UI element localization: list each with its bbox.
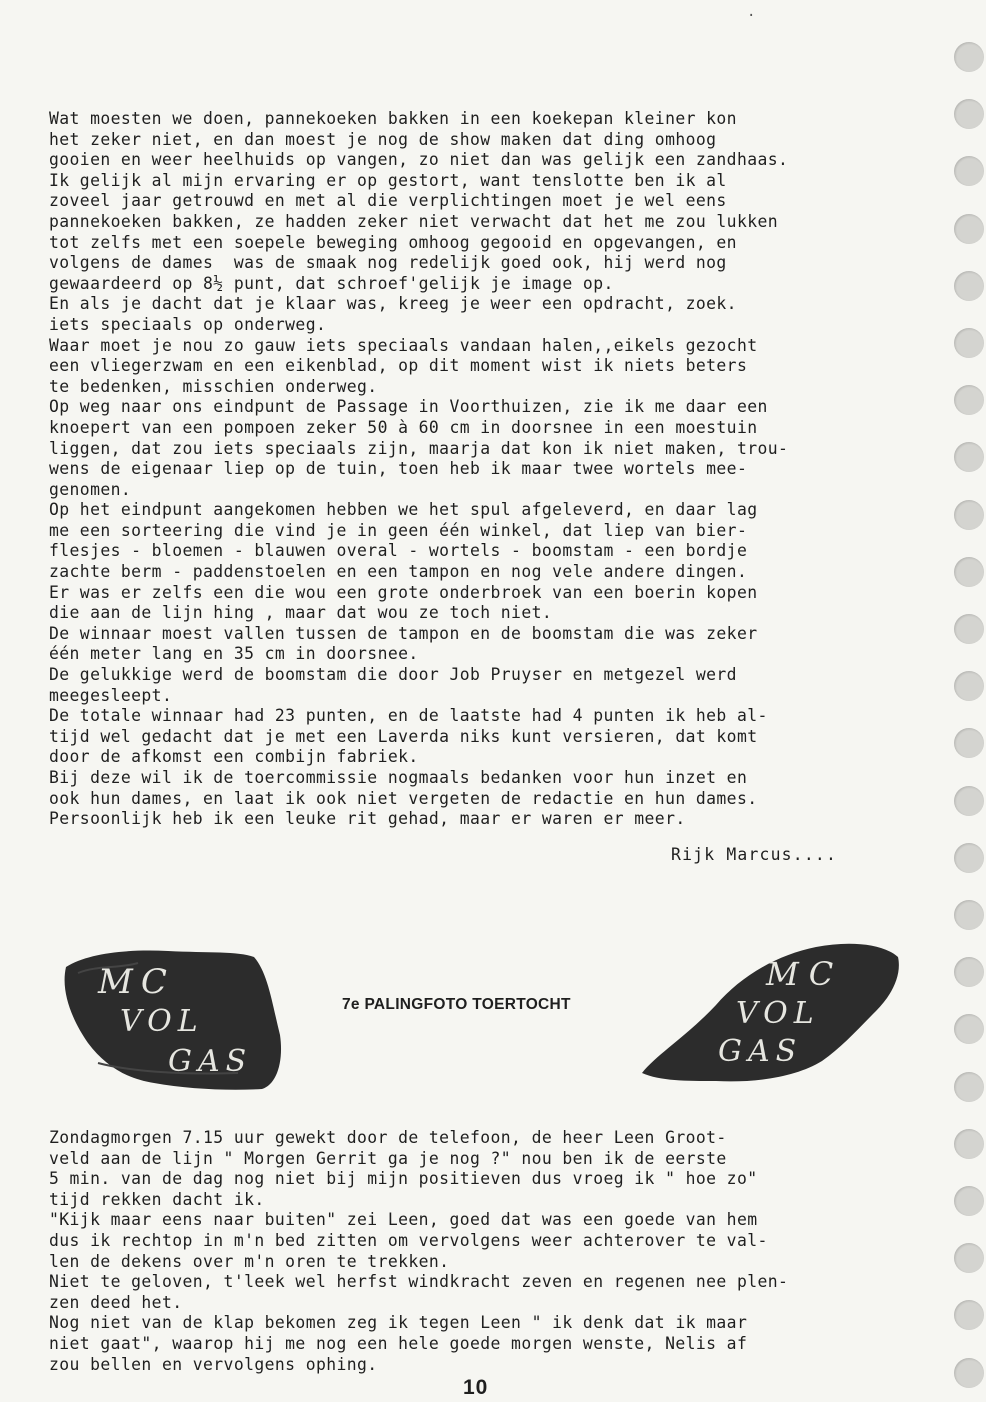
text-line: Niet te geloven, t'leek wel herfst windkracht zeven en regenen nee plen- — [49, 1272, 789, 1292]
text-line: En als je dacht dat je klaar was, kreeg je weer een opdracht, zoek. — [49, 294, 737, 314]
text-line: pannekoeken bakken, ze hadden zeker niet verwacht dat het me zou lukken — [49, 211, 779, 231]
binder-hole — [954, 156, 984, 186]
text-line: iets speciaals op onderweg. — [49, 314, 327, 334]
binder-hole — [954, 1358, 984, 1388]
text-line: Op het eindpunt aangekomen hebben we het spul afgeleverd, en daar lag — [49, 500, 758, 520]
text-line: te bedenken, misschien onderweg. — [49, 376, 378, 396]
binder-hole — [954, 557, 984, 587]
text-line: veld aan de lijn " Morgen Gerrit ga je nog ?" nou ben ik de eerste — [49, 1148, 727, 1168]
page-number: 10 — [463, 1376, 489, 1399]
text-line: De gelukkige werd de boomstam die door Job Pruyser en metgezel werd — [49, 665, 737, 685]
logo-text-gas: GAS — [718, 1034, 803, 1069]
logo-text-vol: VOL — [736, 996, 820, 1031]
binder-hole — [954, 42, 984, 72]
text-line: tijd wel gedacht dat je met een Laverda niks kunt versieren, dat komt — [49, 726, 758, 746]
text-line: 5 min. van de dag nog niet bij mijn positieven dus vroeg ik " hoe zo" — [49, 1169, 758, 1189]
binder-hole — [954, 1129, 984, 1159]
binder-hole — [954, 614, 984, 644]
text-line: Zondagmorgen 7.15 uur gewekt door de telefoon, de heer Leen Groot- — [49, 1128, 727, 1147]
binder-hole — [954, 1072, 984, 1102]
binder-hole — [954, 843, 984, 873]
text-line: wens de eigenaar liep op de tuin, toen heb ik maar twee wortels mee- — [49, 459, 748, 479]
logo-text-gas: GAS — [168, 1044, 253, 1079]
text-line: Ik gelijk al mijn ervaring er op gestort, want tenslotte ben ik al — [49, 170, 727, 190]
text-line: len de dekens over m'n oren te trekken. — [49, 1251, 450, 1271]
text-line: ook hun dames, en laat ik ook niet vergeten de redactie en hun dames. — [49, 788, 758, 808]
text-line: dus ik rechtop in m'n bed zitten om vervolgens weer achterover te val- — [49, 1230, 768, 1250]
text-line: De winnaar moest vallen tussen de tampon en de boomstam die was zeker — [49, 623, 758, 643]
text-line: zen deed het. — [49, 1292, 183, 1312]
binder-hole — [954, 786, 984, 816]
binder-hole — [954, 728, 984, 758]
binder-hole — [954, 328, 984, 358]
logo-text-mc: MC — [766, 955, 844, 993]
article-rit-report — [49, 109, 949, 830]
binder-hole — [954, 1014, 984, 1044]
text-line: door de afkomst een combijn fabriek. — [49, 747, 419, 767]
binder-hole — [954, 1300, 984, 1330]
scan-mark: . — [747, 4, 756, 20]
text-line: zou bellen en vervolgens ophing. — [49, 1354, 378, 1374]
binder-holes — [946, 0, 986, 1402]
text-line: Waar moet je nou zo gauw iets speciaals vandaan halen,,eikels gezocht — [49, 335, 758, 355]
text-line: tijd rekken dacht ik. — [49, 1189, 265, 1209]
binder-hole — [954, 385, 984, 415]
binder-hole — [954, 442, 984, 472]
text-line: Er was er zelfs een die wou een grote onderbroek van een boerin kopen — [49, 582, 758, 602]
text-line: Persoonlijk heb ik een leuke rit gehad, maar er waren er meer. — [49, 809, 686, 829]
binder-hole — [954, 671, 984, 701]
text-line: zoveel jaar getrouwd en met al die verplichtingen moet je wel eens — [49, 191, 727, 211]
text-line: Nog niet van de klap bekomen zeg ik tegen Leen " ik denk dat ik maar — [49, 1313, 748, 1333]
text-line: me een sorteering die vind je in geen één winkel, dat liep van bier- — [49, 520, 748, 540]
text-line: gooien en weer heelhuids op vangen, zo niet dan was gelijk een zandhaas. — [49, 150, 789, 170]
text-line: flesjes - bloemen - blauwen overal - wortels - boomstam - een bordje — [49, 541, 748, 561]
text-line: gewaardeerd op 8½ punt, dat schroef'gelijk je image op. — [49, 273, 614, 293]
text-line: die aan de lijn hing , maar dat wou ze toch niet. — [49, 603, 553, 623]
text-line: Wat moesten we doen, pannekoeken bakken in een koekepan kleiner kon — [49, 109, 737, 128]
author-signature: Rijk Marcus.... — [671, 845, 838, 864]
article-palingfoto — [49, 1128, 949, 1375]
text-line: tot zelfs met een soepele beweging omhoog gegooid en opgevangen, en — [49, 232, 737, 252]
text-line: knoepert van een pompoen zeker 50 à 60 cm in doorsnee in een moestuin — [49, 417, 758, 437]
text-line: liggen, dat zou iets speciaals zijn, maarja dat kon ik niet maken, trou- — [49, 438, 789, 458]
mc-vol-gas-logo-left — [58, 943, 284, 1093]
section-heading: 7e PALINGFOTO TOERTOCHT — [342, 996, 571, 1013]
text-line: Bij deze wil ik de toercommissie nogmaals bedanken voor hun inzet en — [49, 768, 748, 787]
binder-hole — [954, 500, 984, 530]
text-line: Op weg naar ons eindpunt de Passage in Voorthuizen, zie ik me daar een — [49, 397, 768, 417]
text-line: een vliegerzwam en een eikenblad, op dit moment wist ik niets beters — [49, 356, 748, 376]
binder-hole — [954, 900, 984, 930]
binder-hole — [954, 99, 984, 129]
text-line: De totale winnaar had 23 punten, en de laatste had 4 punten ik heb al- — [49, 706, 768, 726]
logo-text-mc: MC — [98, 962, 175, 1002]
text-line: genomen. — [49, 479, 132, 499]
logo-text-vol: VOL — [120, 1004, 204, 1039]
binder-hole — [954, 1186, 984, 1216]
binder-hole — [954, 214, 984, 244]
binder-hole — [954, 957, 984, 987]
text-line: niet gaat", waarop hij me nog een hele goede morgen wenste, Nelis af — [49, 1333, 748, 1353]
binder-hole — [954, 271, 984, 301]
binder-hole — [954, 1243, 984, 1273]
text-line: "Kijk maar eens naar buiten" zei Leen, goed dat was een goede van hem — [49, 1210, 758, 1230]
mc-vol-gas-logo-right — [636, 935, 904, 1085]
text-line: één meter lang en 35 cm in doorsnee. — [49, 644, 419, 664]
text-line: het zeker niet, en dan moest je nog de show maken dat ding omhoog — [49, 129, 717, 149]
text-line: meegesleept. — [49, 685, 173, 705]
text-line: zachte berm - paddenstoelen en een tampon en nog vele andere dingen. — [49, 562, 748, 582]
text-line: volgens de dames was de smaak nog redelijk goed ook, hij werd nog — [49, 253, 727, 273]
